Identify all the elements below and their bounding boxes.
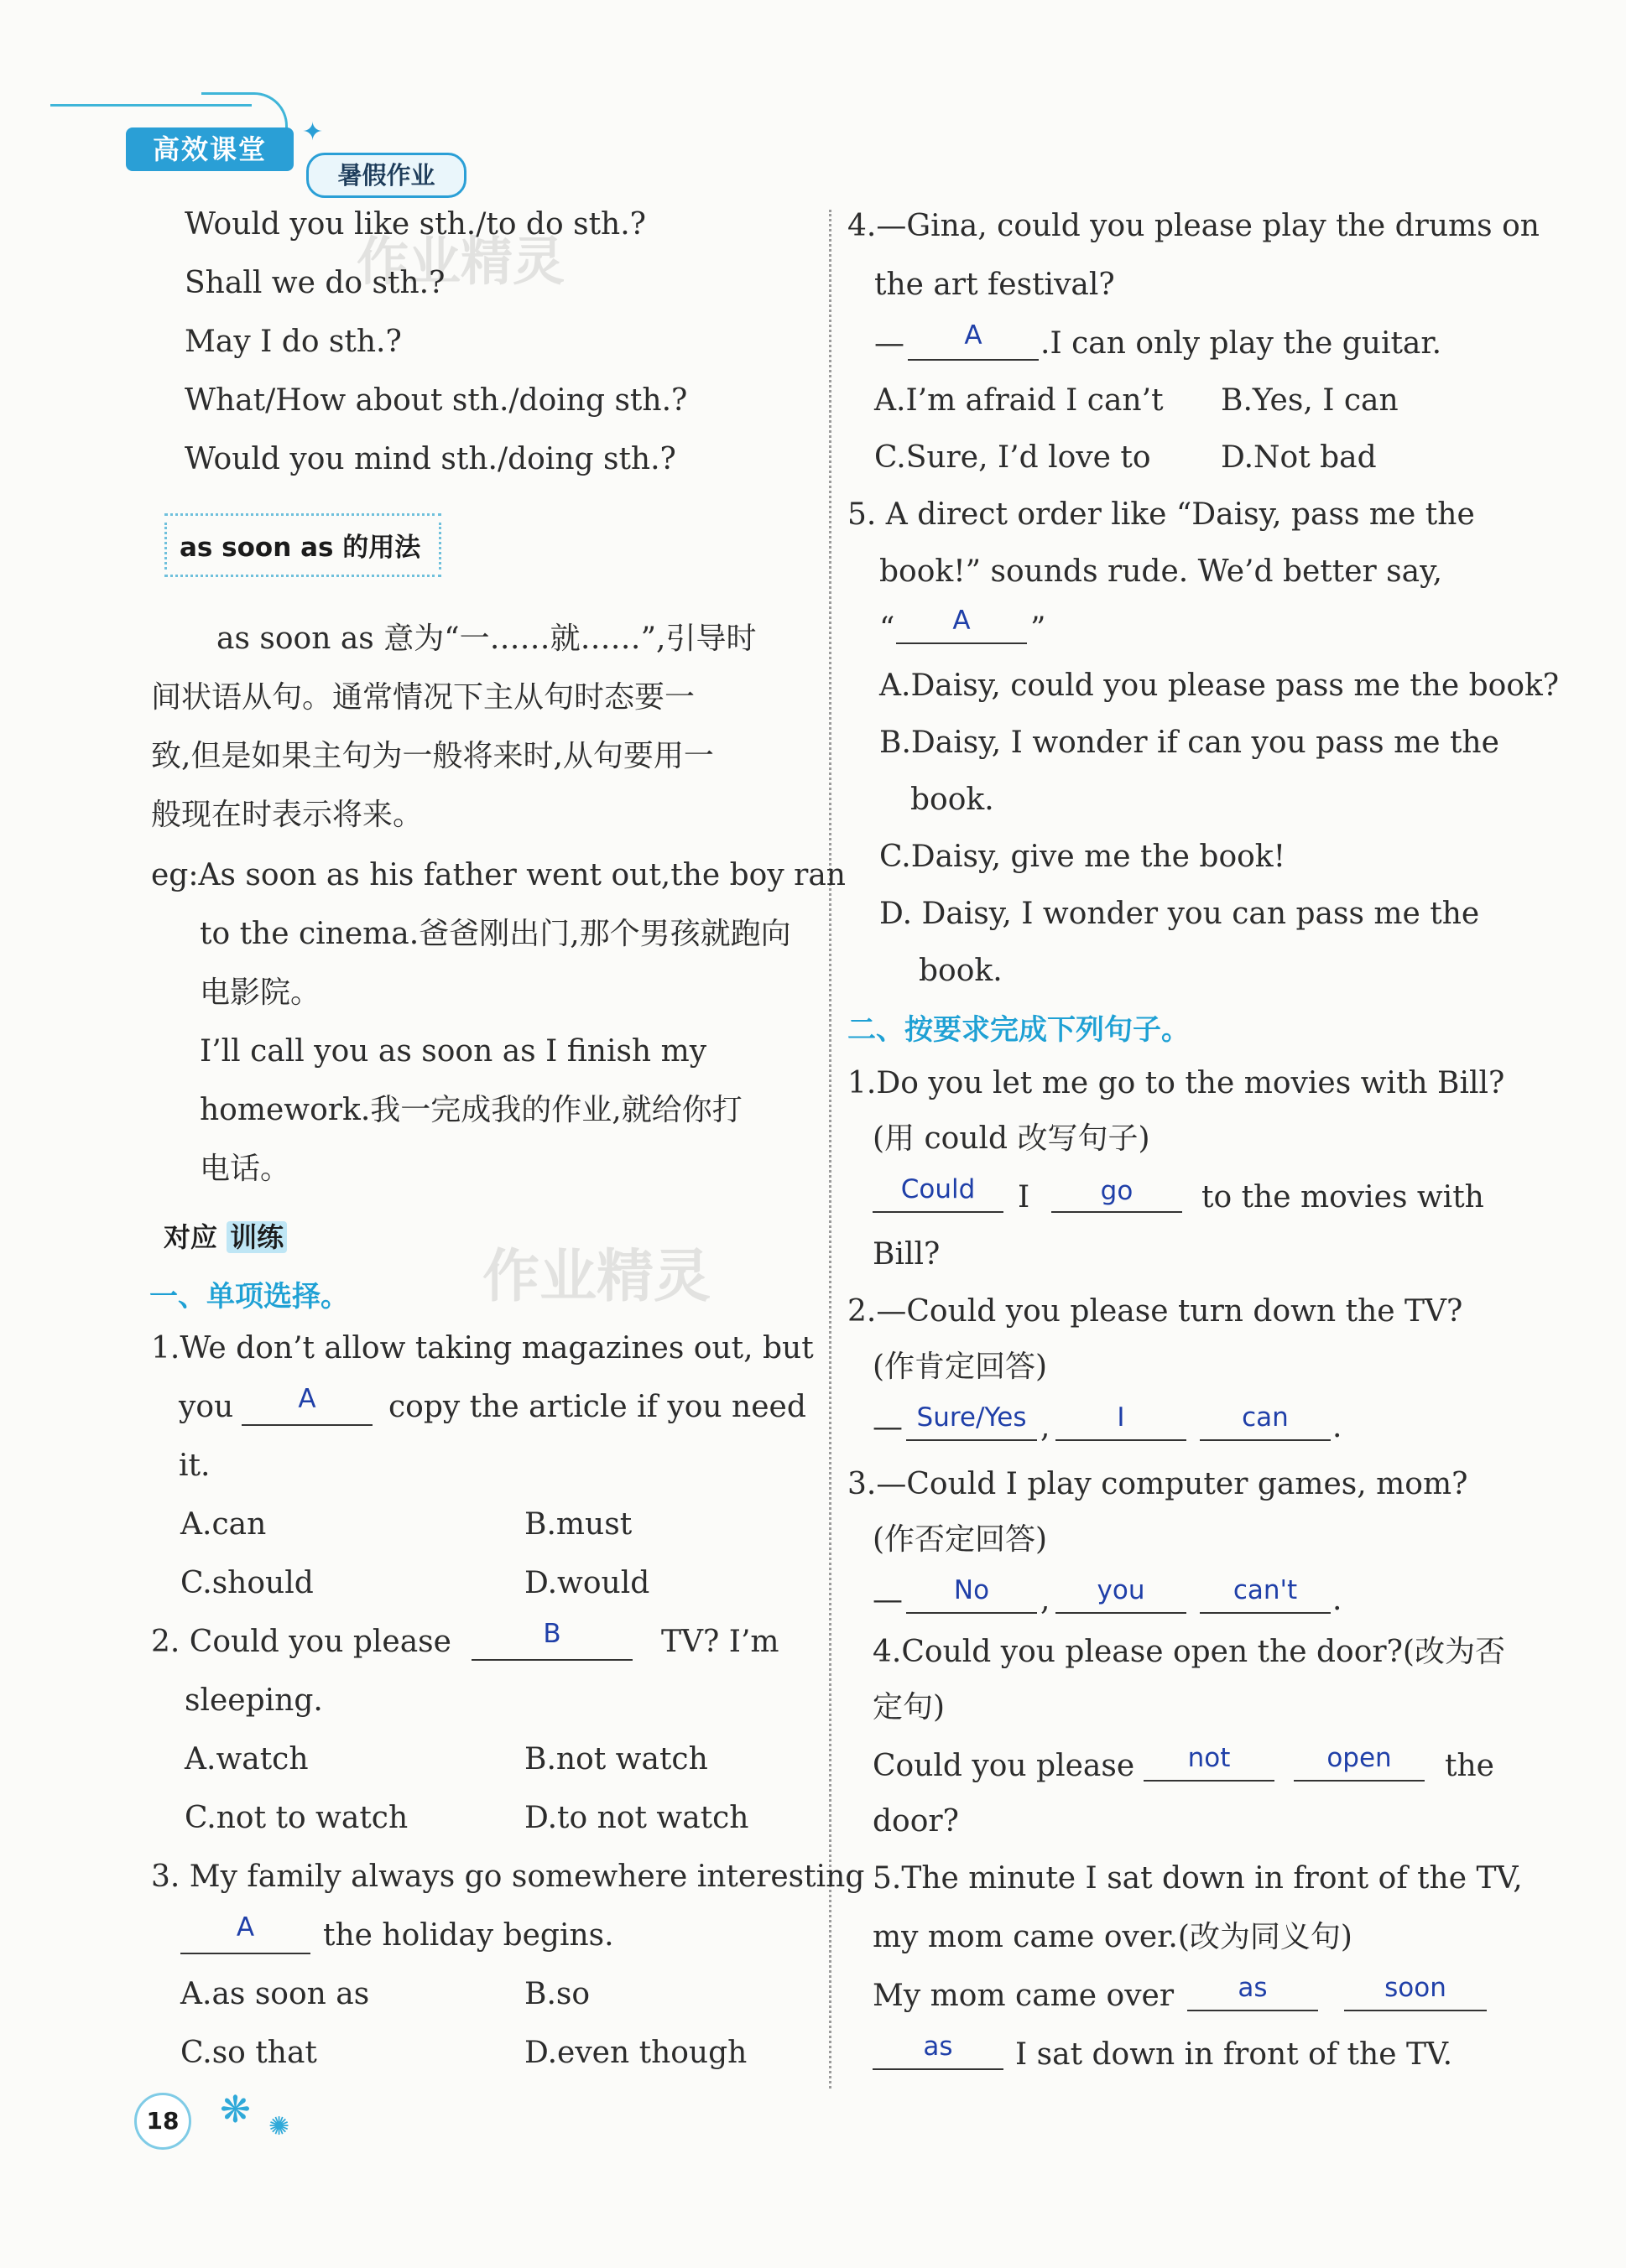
option-c: C.Sure, I’d love to xyxy=(874,440,1151,475)
watermark: 作业精灵 xyxy=(482,1244,711,1310)
option-a: A.watch xyxy=(185,1742,309,1776)
question-text: , xyxy=(1040,1410,1050,1444)
question-text: (作否定回答) xyxy=(873,1522,1048,1557)
question-text: my mom came over.(改为同义句) xyxy=(873,1920,1352,1954)
option-a: A.as soon as xyxy=(180,1977,370,2011)
answer-blank: go xyxy=(1100,1176,1134,1206)
bird-icon: ✦ xyxy=(302,117,324,147)
question-text: ” xyxy=(1030,611,1046,646)
blank-line xyxy=(1187,2010,1318,2011)
option-d: D.to not watch xyxy=(524,1801,749,1835)
blank-line xyxy=(1200,1612,1331,1614)
blank-line xyxy=(908,359,1039,361)
question-text: Bill? xyxy=(873,1237,941,1272)
question-text: book!” sounds rude. We’d better say, xyxy=(879,554,1443,589)
question-text: 4.—Gina, could you please play the drums on xyxy=(847,209,1540,243)
explanation-line: 间状语从句。通常情况下主从句时态要一 xyxy=(151,680,696,715)
subtitle-badge: 暑假作业 xyxy=(306,153,466,198)
option-c: C.should xyxy=(180,1566,314,1600)
blank-line xyxy=(1294,1780,1425,1782)
question-text: 4.Could you please open the door?(改为否 xyxy=(873,1635,1505,1669)
option-d: D.would xyxy=(524,1566,650,1600)
blank-line xyxy=(896,642,1027,644)
question-text: 2. Could you please xyxy=(151,1625,451,1659)
answer-blank: as xyxy=(923,2031,953,2062)
question-text: 定句) xyxy=(873,1690,946,1724)
question-text: (用 could 改写句子) xyxy=(873,1121,1150,1156)
question-text: I xyxy=(1018,1180,1030,1215)
question-text: sleeping. xyxy=(185,1683,323,1718)
answer-blank: B xyxy=(543,1619,561,1649)
answer-blank: Could xyxy=(900,1174,976,1204)
pattern-line: Would you like sth./to do sth.? xyxy=(185,207,646,242)
option-c: C.Daisy, give me the book! xyxy=(879,840,1286,874)
question-text: 3.—Could I play computer games, mom? xyxy=(847,1467,1468,1501)
question-text: .I can only play the guitar. xyxy=(1040,326,1442,361)
brand-title: 高效课堂 xyxy=(126,127,294,171)
page-number: 18 xyxy=(134,2093,191,2150)
answer-blank: can't xyxy=(1233,1575,1298,1605)
question-text: “ xyxy=(879,611,895,646)
question-text: Could you please xyxy=(873,1749,1135,1783)
training-heading xyxy=(164,1216,287,1255)
option-a: A.can xyxy=(180,1507,267,1542)
option-b: B.Daisy, I wonder if can you pass me the xyxy=(879,726,1499,760)
blank-line xyxy=(1144,1780,1274,1782)
answer-blank: A xyxy=(952,606,971,636)
option-c: C.so that xyxy=(180,2036,317,2070)
question-text: 3. My family always go somewhere interesting xyxy=(151,1860,865,1894)
answer-blank: soon xyxy=(1384,1973,1446,2003)
question-text: door? xyxy=(873,1804,959,1839)
option-b: B.not watch xyxy=(524,1742,708,1776)
explanation-line: as soon as 意为“一……就……”,引导时 xyxy=(216,622,757,656)
blank-line xyxy=(1051,1211,1182,1213)
blank-line xyxy=(1344,2010,1487,2011)
option-b: B.Yes, I can xyxy=(1221,383,1399,418)
option-b: B.must xyxy=(524,1507,633,1542)
question-text: it. xyxy=(179,1449,211,1483)
option-a: A.I’m afraid I can’t xyxy=(874,383,1164,418)
question-text: — xyxy=(873,1410,903,1444)
grammar-box-title: as soon as 的用法 xyxy=(164,513,441,577)
question-text: . xyxy=(1332,1583,1342,1617)
example-line: eg:As soon as his father went out,the boy ran xyxy=(151,858,846,892)
question-text: , xyxy=(1040,1583,1050,1617)
question-text: to the movies with xyxy=(1201,1180,1484,1215)
pattern-line: Would you mind sth./doing sth.? xyxy=(185,442,676,476)
column-divider xyxy=(829,210,831,2089)
example-line: homework.我一完成我的作业,就给你打 xyxy=(200,1093,743,1127)
option-d: D.even though xyxy=(524,2036,748,2070)
blank-line xyxy=(242,1424,373,1426)
explanation-line: 致,但是如果主句为一般将来时,从句要用一 xyxy=(151,739,714,773)
blank-line xyxy=(906,1612,1037,1614)
option-c: C.not to watch xyxy=(185,1801,409,1835)
option-a: A.Daisy, could you please pass me the book? xyxy=(879,668,1560,703)
blank-line xyxy=(180,1953,310,1954)
question-text: copy the article if you need xyxy=(388,1390,806,1424)
option-b: B.so xyxy=(524,1977,591,2011)
example-line: I’ll call you as soon as I finish my xyxy=(200,1034,707,1069)
explanation-line: 般现在时表示将来。 xyxy=(151,798,424,832)
option-b-cont: book. xyxy=(910,783,994,817)
blank-line xyxy=(906,1439,1037,1441)
question-text: (作肯定回答) xyxy=(873,1350,1048,1384)
blank-line xyxy=(1055,1612,1186,1614)
answer-blank: can xyxy=(1242,1402,1289,1433)
question-text: My mom came over xyxy=(873,1979,1175,2013)
example-line: to the cinema.爸爸刚出门,那个男孩就跑向 xyxy=(200,917,791,951)
question-text: TV? I’m xyxy=(661,1625,779,1659)
question-text: . xyxy=(1332,1410,1342,1444)
question-text: — xyxy=(874,326,904,361)
question-text: 1.We don’t allow taking magazines out, but xyxy=(151,1331,814,1365)
answer-blank: A xyxy=(236,1912,255,1943)
question-text: 2.—Could you please turn down the TV? xyxy=(847,1294,1463,1329)
question-text: — xyxy=(873,1583,903,1617)
blank-line xyxy=(1200,1439,1331,1441)
option-d: D.Not bad xyxy=(1221,440,1377,475)
pattern-line: Shall we do sth.? xyxy=(185,266,446,300)
pattern-line: What/How about sth./doing sth.? xyxy=(185,383,688,418)
answer-blank: Sure/Yes xyxy=(916,1402,1027,1433)
answer-blank: No xyxy=(953,1575,990,1605)
blank-line xyxy=(472,1659,633,1661)
option-d-cont: book. xyxy=(919,954,1003,988)
question-text: 1.Do you let me go to the movies with Bill? xyxy=(847,1066,1505,1100)
page-header xyxy=(50,84,436,193)
blank-line xyxy=(873,1211,1003,1213)
blank-line xyxy=(873,2068,1003,2070)
training-heading-b: 训练 xyxy=(227,1221,287,1253)
training-heading-a: 对应 xyxy=(164,1221,218,1253)
answer-blank: A xyxy=(964,320,982,351)
watermark: 作业精灵 xyxy=(357,231,565,292)
answer-blank: as xyxy=(1238,1973,1268,2003)
answer-blank: not xyxy=(1187,1743,1231,1773)
flower-icon-small: ✺ xyxy=(268,2112,290,2141)
answer-blank: I xyxy=(1117,1402,1125,1433)
question-text: the xyxy=(1445,1749,1494,1783)
question-text: 5.The minute I sat down in front of the TV, xyxy=(873,1861,1523,1896)
answer-blank: you xyxy=(1097,1575,1145,1605)
section-heading-choice: 一、单项选择。 xyxy=(149,1280,349,1313)
question-text: 5. A direct order like “Daisy, pass me the xyxy=(847,497,1475,532)
answer-blank: A xyxy=(298,1384,316,1414)
blank-line xyxy=(1055,1439,1186,1441)
option-d: D. Daisy, I wonder you can pass me the xyxy=(879,897,1480,931)
example-line: 电话。 xyxy=(200,1152,291,1186)
question-text: the art festival? xyxy=(874,268,1115,302)
section-heading-completion: 二、按要求完成下列句子。 xyxy=(847,1013,1190,1047)
question-text: I sat down in front of the TV. xyxy=(1015,2037,1453,2072)
question-text: the holiday begins. xyxy=(323,1918,614,1953)
example-line: 电影院。 xyxy=(200,975,321,1010)
answer-blank: open xyxy=(1326,1743,1392,1773)
question-text: you xyxy=(179,1390,234,1424)
pattern-line: May I do sth.? xyxy=(185,325,402,359)
flower-icon: ❋ xyxy=(220,2089,251,2131)
